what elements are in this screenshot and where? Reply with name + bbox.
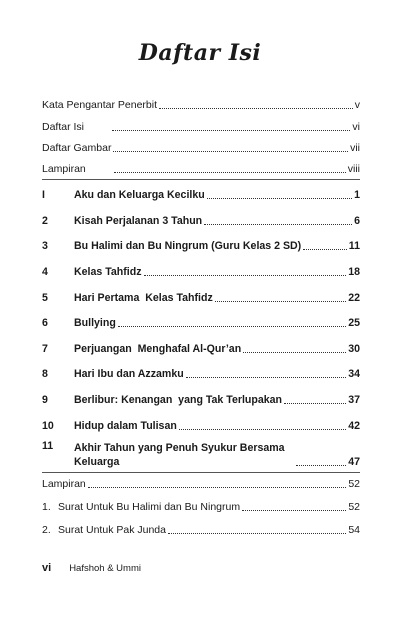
chapter-number: 4 [42, 265, 48, 278]
toc-entry-title: Berlibur: Kenangan yang Tak Terlupakan [74, 393, 282, 406]
toc-prelim-row[interactable] [42, 158, 360, 179]
dot-leader [144, 275, 347, 276]
toc-entry-page: 1 [354, 189, 360, 202]
dot-leader [186, 377, 347, 378]
toc-entry-page: 18 [348, 265, 360, 278]
toc-chapter-row[interactable] [42, 180, 360, 206]
toc-entry-page: vii [350, 142, 360, 155]
toc-entry-page: 34 [348, 368, 360, 381]
toc-entry-title: Perjuangan Menghafal Al-Qur’an [74, 342, 242, 355]
dot-leader [207, 198, 352, 199]
toc-entry-page: 6 [354, 214, 360, 227]
chapter-number: 10 [42, 419, 54, 432]
chapter-number: 8 [42, 368, 48, 381]
dot-leader [204, 224, 352, 225]
toc-appendix-row[interactable] [42, 473, 360, 494]
toc-entry-title: Lampiran [42, 477, 86, 490]
dot-leader [303, 249, 347, 250]
toc-chapter-row[interactable] [42, 359, 360, 385]
page-footer [42, 562, 141, 574]
footer-author: Hafshoh & Ummi [69, 563, 141, 574]
chapter-number: 9 [42, 393, 48, 406]
toc-entry-page: 22 [348, 291, 360, 304]
dot-leader [215, 301, 346, 302]
toc-entry-page: vi [352, 120, 360, 133]
dot-leader [242, 510, 346, 511]
toc-entry-title: Kelas Tahfidz [74, 265, 142, 278]
toc-chapter-row[interactable] [42, 333, 360, 359]
chapter-number: 7 [42, 342, 48, 355]
toc-entry-title: Bullying [74, 317, 116, 330]
chapter-number: 3 [42, 240, 48, 253]
toc-entry-page: 52 [348, 500, 360, 513]
toc-entry-page: 47 [348, 455, 360, 468]
toc-entry-title: Hari Pertama Kelas Tahfidz [74, 291, 213, 304]
dot-leader [296, 465, 346, 466]
dot-leader [284, 403, 346, 404]
dot-leader [88, 487, 347, 488]
toc-entry-title: Daftar Isi [42, 120, 85, 133]
toc-entry-page: 42 [348, 419, 360, 432]
toc-chapter-row[interactable] [42, 282, 360, 308]
toc-chapter-row[interactable] [42, 436, 360, 473]
toc-entry-page: 52 [348, 477, 360, 490]
toc-entry-title: Aku dan Keluarga Kecilku [74, 189, 205, 202]
toc-entry-title: Surat Untuk Bu Halimi dan Bu Ningrum [58, 500, 241, 513]
toc-entry-page: 54 [348, 523, 360, 536]
toc-entry-title: Kisah Perjalanan 3 Tahun [74, 214, 203, 227]
toc-entry-page: 30 [348, 342, 360, 355]
toc-entry-page: 37 [348, 393, 360, 406]
toc-chapter-row[interactable] [42, 256, 360, 282]
toc-entry-title: Akhir Tahun yang Penuh Syukur Bersama Keluarga [74, 441, 285, 468]
page-title: Daftar Isi [138, 40, 262, 66]
dot-leader [159, 108, 353, 109]
toc-prelim-row[interactable] [42, 115, 360, 136]
dot-leader [113, 151, 348, 152]
chapter-number: 2 [42, 214, 48, 227]
toc-entry-title: Hari Ibu dan Azzamku [74, 368, 184, 381]
toc-entry-title: Daftar Gambar [42, 142, 112, 155]
chapter-number: 6 [42, 317, 48, 330]
toc-appendix-item[interactable] [42, 517, 360, 540]
table-of-contents [42, 94, 360, 540]
toc-chapter-row[interactable] [42, 231, 360, 257]
toc-prelim-row[interactable] [42, 94, 360, 115]
toc-chapter-row[interactable] [42, 384, 360, 410]
dot-leader [112, 130, 350, 131]
toc-appendix-item[interactable] [42, 494, 360, 517]
appendix-item-number: 1. [42, 500, 51, 513]
chapter-number: I [42, 189, 45, 202]
toc-chapter-row[interactable] [42, 205, 360, 231]
toc-chapter-row[interactable] [42, 308, 360, 334]
dot-leader [114, 172, 346, 173]
toc-entry-title: Surat Untuk Pak Junda [58, 523, 166, 536]
toc-entry-page: viii [347, 162, 360, 175]
appendix-item-number: 2. [42, 523, 51, 536]
dot-leader [168, 533, 346, 534]
dot-leader [179, 429, 346, 430]
chapter-number: 11 [42, 439, 54, 452]
chapter-number: 5 [42, 291, 48, 304]
dot-leader [243, 352, 346, 353]
dot-leader [118, 326, 346, 327]
toc-entry-title: Lampiran [42, 162, 86, 175]
toc-entry-title: Bu Halimi dan Bu Ningrum (Guru Kelas 2 SD) [74, 240, 302, 253]
toc-chapter-row[interactable] [42, 410, 360, 436]
toc-prelim-row[interactable] [42, 137, 360, 158]
toc-entry-page: 25 [348, 317, 360, 330]
toc-entry-title: Kata Pengantar Penerbit [42, 99, 157, 112]
toc-entry-page: v [354, 99, 360, 112]
toc-entry-title: Hidup dalam Tulisan [74, 419, 177, 432]
toc-entry-page: 11 [348, 240, 360, 253]
footer-page-number: vi [42, 562, 52, 574]
